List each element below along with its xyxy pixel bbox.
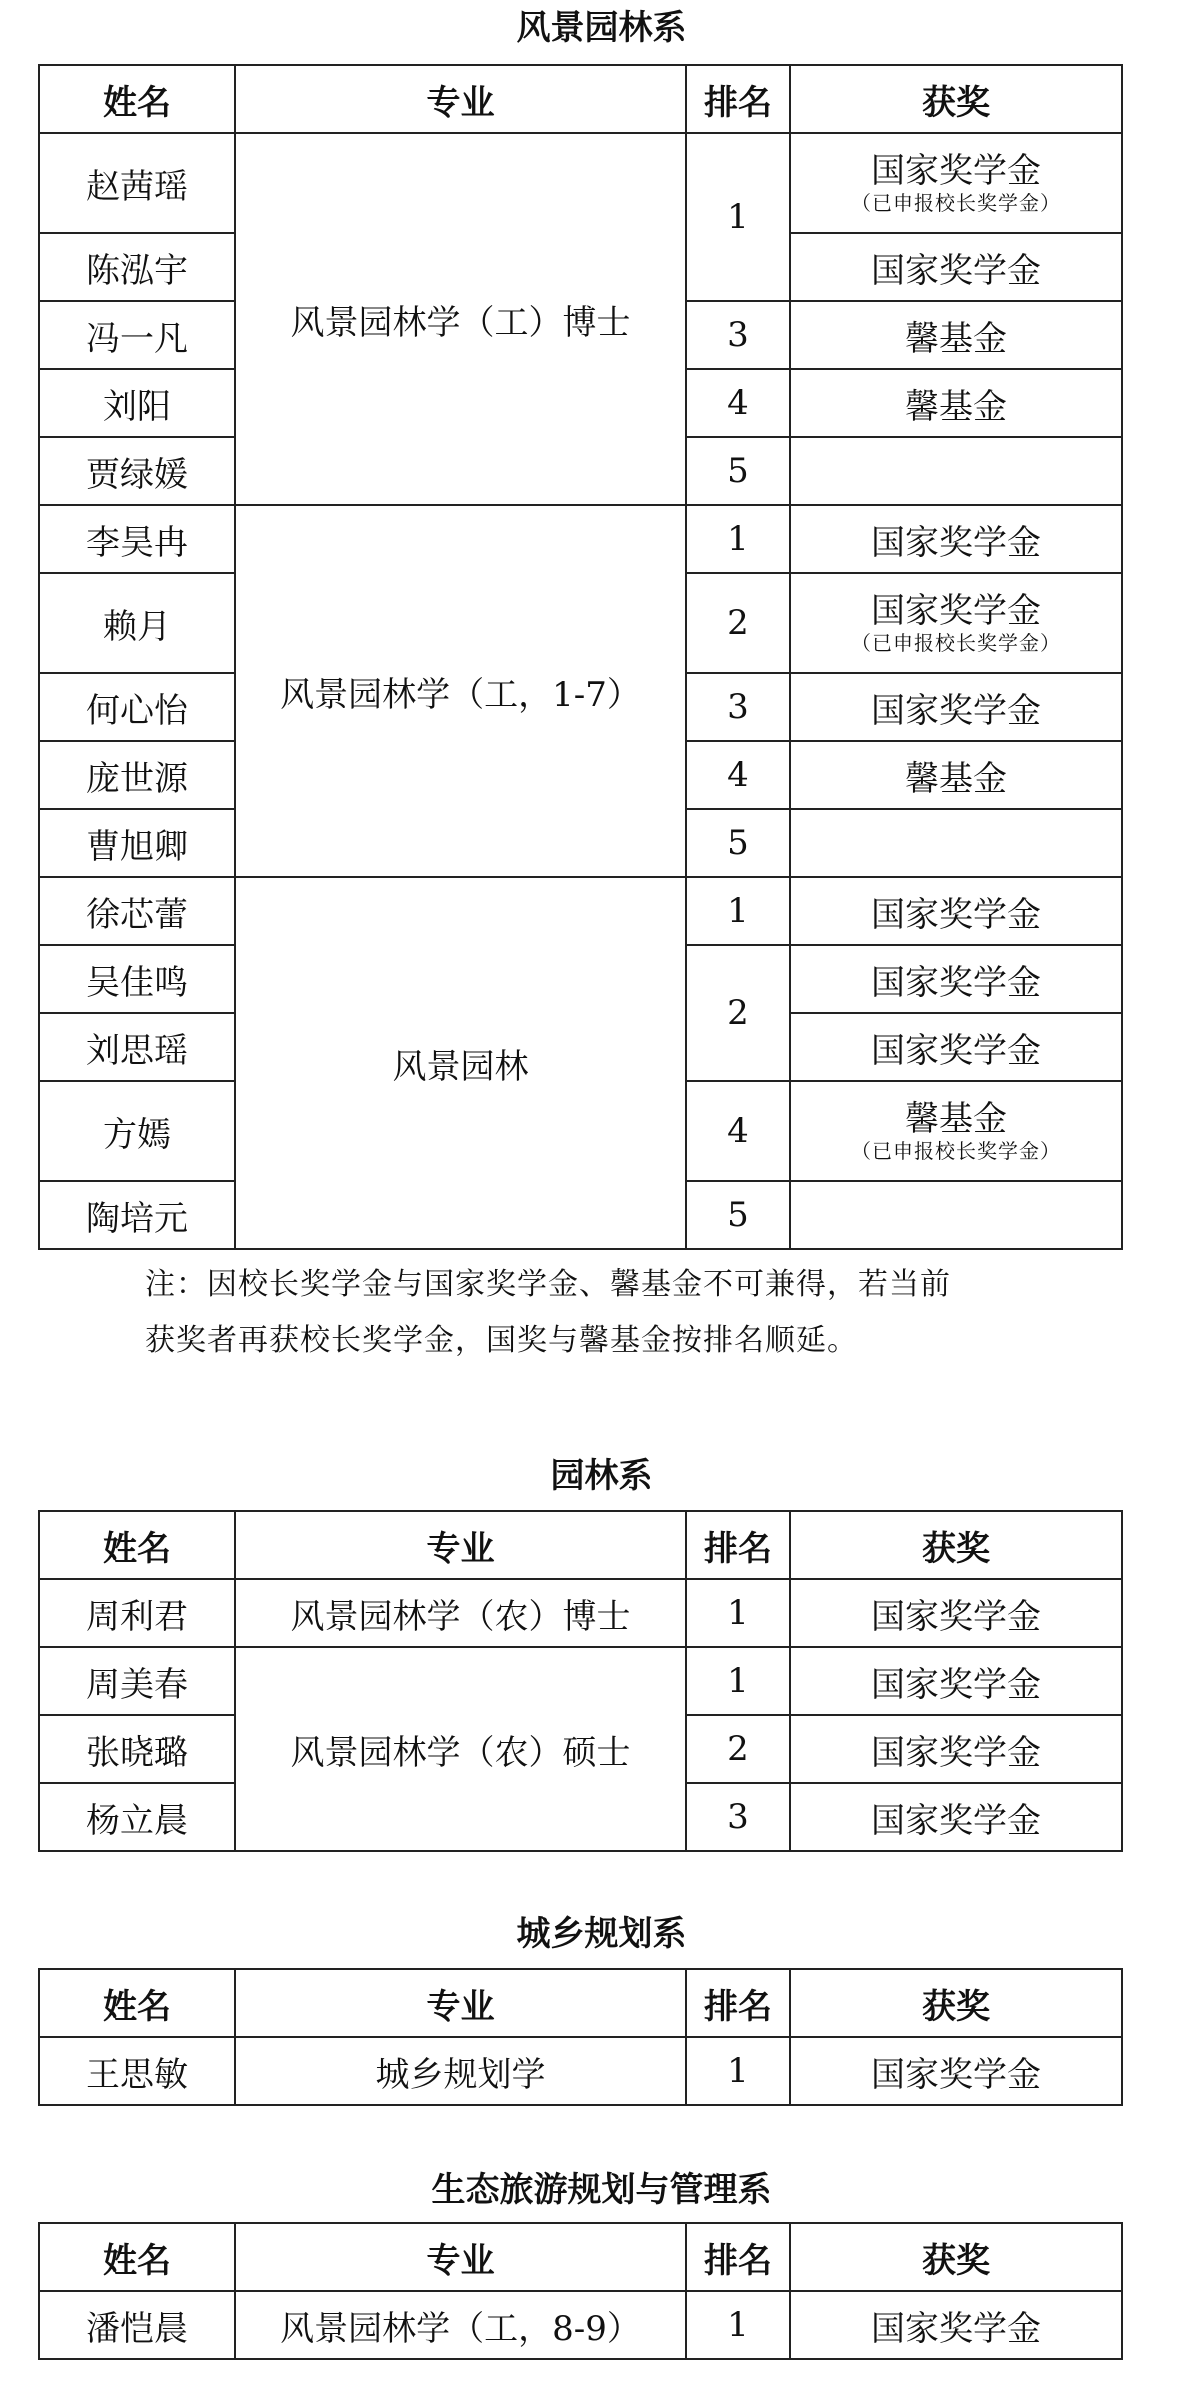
student-name: 李昊冉 xyxy=(39,505,235,573)
rank-cell: 4 xyxy=(686,369,790,437)
header-name: 姓名 xyxy=(39,2223,235,2291)
rank-cell: 3 xyxy=(686,673,790,741)
award-note: （已申报校长奖学金） xyxy=(851,1139,1061,1163)
award-cell: 国家奖学金 xyxy=(790,2037,1122,2105)
award-label: 国家奖学金 xyxy=(871,151,1041,191)
student-name: 刘阳 xyxy=(39,369,235,437)
garden-dept-table xyxy=(38,1510,1123,1852)
table-row xyxy=(39,133,1122,233)
rank-cell: 1 xyxy=(686,133,790,301)
header-major: 专业 xyxy=(235,2223,686,2291)
award-cell: 馨基金 xyxy=(790,741,1122,809)
student-name: 冯一凡 xyxy=(39,301,235,369)
header-award: 获奖 xyxy=(790,1511,1122,1579)
header-major: 专业 xyxy=(235,1969,686,2037)
award-label: 馨基金 xyxy=(905,1099,1007,1139)
major-cell: 城乡规划学 xyxy=(235,2037,686,2105)
award-cell: 国家奖学金 xyxy=(790,877,1122,945)
table-row xyxy=(39,877,1122,945)
award-label: 国家奖学金 xyxy=(871,591,1041,631)
rank-cell: 2 xyxy=(686,1715,790,1783)
award-cell: 国家奖学金 xyxy=(790,1579,1122,1647)
header-major: 专业 xyxy=(235,1511,686,1579)
award-cell: 国家奖学金 xyxy=(790,673,1122,741)
header-award: 获奖 xyxy=(790,2223,1122,2291)
rank-cell: 1 xyxy=(686,2291,790,2359)
award-note: （已申报校长奖学金） xyxy=(851,631,1061,655)
table-row xyxy=(39,2291,1122,2359)
major-cell: 风景园林 xyxy=(235,877,686,1249)
award-cell xyxy=(790,809,1122,877)
table-row xyxy=(39,1579,1122,1647)
student-name: 王思敏 xyxy=(39,2037,235,2105)
major-cell: 风景园林学（农）硕士 xyxy=(235,1647,686,1851)
urban-planning-dept-table xyxy=(38,1968,1123,2106)
award-cell xyxy=(790,573,1122,673)
eco-tourism-dept-table xyxy=(38,2222,1123,2360)
award-cell: 国家奖学金 xyxy=(790,505,1122,573)
rank-cell: 5 xyxy=(686,437,790,505)
student-name: 陶培元 xyxy=(39,1181,235,1249)
header-rank: 排名 xyxy=(686,2223,790,2291)
header-name: 姓名 xyxy=(39,1969,235,2037)
rank-cell: 3 xyxy=(686,301,790,369)
student-name: 刘思瑶 xyxy=(39,1013,235,1081)
section-title-eco-tourism: 生态旅游规划与管理系 xyxy=(431,2170,772,2210)
major-cell: 风景园林学（工）博士 xyxy=(235,133,686,505)
student-name: 吴佳鸣 xyxy=(39,945,235,1013)
landscape-dept-table xyxy=(38,64,1123,1250)
award-cell: 国家奖学金 xyxy=(790,233,1122,301)
section-title-landscape: 风景园林系 xyxy=(516,8,687,48)
table-header-row xyxy=(39,2223,1122,2291)
award-cell: 国家奖学金 xyxy=(790,1715,1122,1783)
student-name: 赵茜瑶 xyxy=(39,133,235,233)
table-header-row xyxy=(39,1969,1122,2037)
footnote-line: 注：因校长奖学金与国家奖学金、馨基金不可兼得，若当前 xyxy=(145,1267,951,1302)
student-name: 贾绿媛 xyxy=(39,437,235,505)
student-name: 庞世源 xyxy=(39,741,235,809)
student-name: 赖月 xyxy=(39,573,235,673)
award-cell: 国家奖学金 xyxy=(790,1013,1122,1081)
student-name: 周美春 xyxy=(39,1647,235,1715)
header-award: 获奖 xyxy=(790,65,1122,133)
award-cell xyxy=(790,1181,1122,1249)
rank-cell: 3 xyxy=(686,1783,790,1851)
rank-cell: 1 xyxy=(686,2037,790,2105)
header-award: 获奖 xyxy=(790,1969,1122,2037)
header-rank: 排名 xyxy=(686,1969,790,2037)
student-name: 潘恺晨 xyxy=(39,2291,235,2359)
header-major: 专业 xyxy=(235,65,686,133)
award-cell: 国家奖学金 xyxy=(790,945,1122,1013)
rank-cell: 1 xyxy=(686,1579,790,1647)
table-header-row xyxy=(39,65,1122,133)
award-cell: 馨基金 xyxy=(790,369,1122,437)
rank-cell: 1 xyxy=(686,1647,790,1715)
rank-cell: 1 xyxy=(686,877,790,945)
table-row xyxy=(39,1647,1122,1715)
award-cell: 馨基金 xyxy=(790,301,1122,369)
rank-cell: 5 xyxy=(686,809,790,877)
header-name: 姓名 xyxy=(39,65,235,133)
header-rank: 排名 xyxy=(686,1511,790,1579)
rank-cell: 2 xyxy=(686,945,790,1081)
student-name: 何心怡 xyxy=(39,673,235,741)
rank-cell: 2 xyxy=(686,573,790,673)
award-cell: 国家奖学金 xyxy=(790,2291,1122,2359)
table-row xyxy=(39,2037,1122,2105)
award-cell: 国家奖学金 xyxy=(790,1783,1122,1851)
student-name: 曹旭卿 xyxy=(39,809,235,877)
award-cell xyxy=(790,133,1122,233)
student-name: 陈泓宇 xyxy=(39,233,235,301)
footnote xyxy=(145,1257,1105,1369)
major-cell: 风景园林学（工，1-7） xyxy=(235,505,686,877)
award-cell: 国家奖学金 xyxy=(790,1647,1122,1715)
student-name: 杨立晨 xyxy=(39,1783,235,1851)
header-rank: 排名 xyxy=(686,65,790,133)
rank-cell: 1 xyxy=(686,505,790,573)
major-cell: 风景园林学（农）博士 xyxy=(235,1579,686,1647)
award-cell xyxy=(790,437,1122,505)
rank-cell: 5 xyxy=(686,1181,790,1249)
table-row xyxy=(39,505,1122,573)
section-title-urban-planning: 城乡规划系 xyxy=(516,1914,687,1954)
section-title-garden: 园林系 xyxy=(550,1456,653,1496)
student-name: 徐芯蕾 xyxy=(39,877,235,945)
header-name: 姓名 xyxy=(39,1511,235,1579)
rank-cell: 4 xyxy=(686,1081,790,1181)
rank-cell: 4 xyxy=(686,741,790,809)
student-name: 周利君 xyxy=(39,1579,235,1647)
footnote-line: 获奖者再获校长奖学金，国奖与馨基金按排名顺延。 xyxy=(145,1323,858,1358)
student-name: 方嫣 xyxy=(39,1081,235,1181)
major-cell: 风景园林学（工，8-9） xyxy=(235,2291,686,2359)
award-cell xyxy=(790,1081,1122,1181)
award-note: （已申报校长奖学金） xyxy=(851,191,1061,215)
table-header-row xyxy=(39,1511,1122,1579)
student-name: 张晓璐 xyxy=(39,1715,235,1783)
